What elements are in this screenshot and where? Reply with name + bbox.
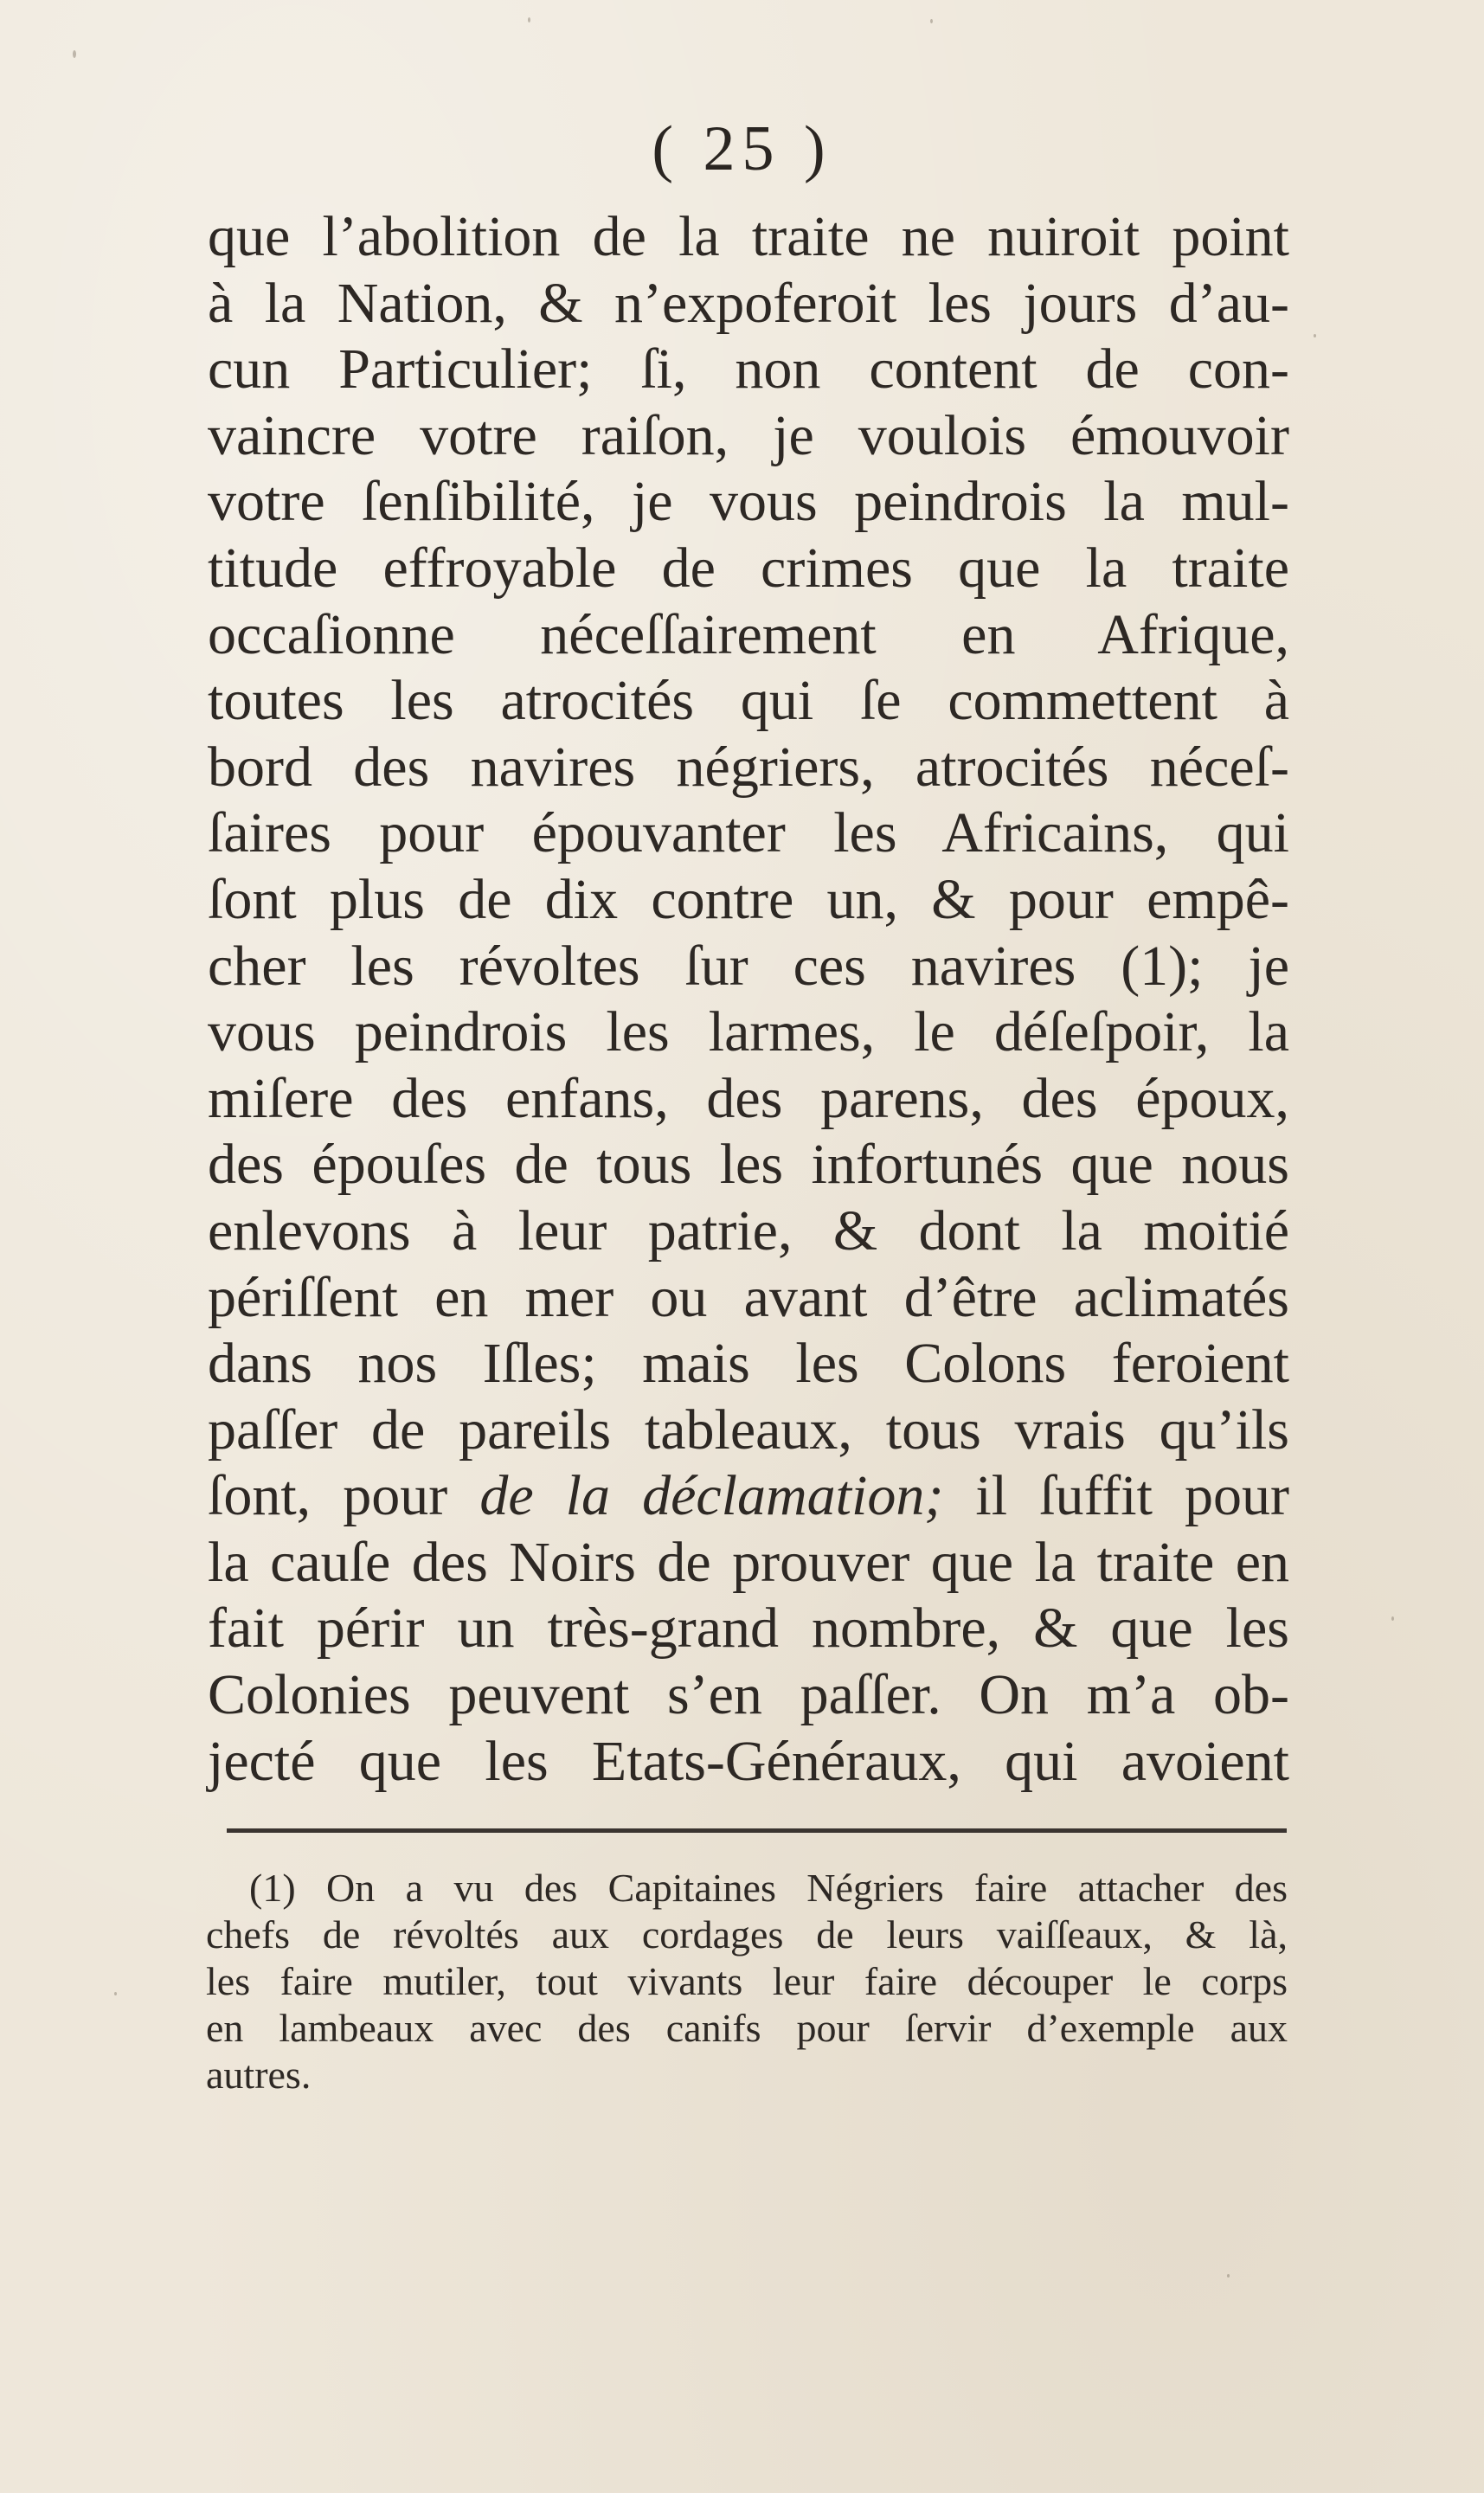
- paper-speck: [528, 17, 530, 22]
- text-line: des épouſes de tous les infortunés que nous: [208, 1133, 1289, 1197]
- italic-phrase: de la déclamation;: [479, 1464, 944, 1528]
- text-line: à la Nation, & n’expoferoit les jours d’au-: [208, 271, 1289, 335]
- paper-speck: [1227, 2274, 1230, 2278]
- text-line: fait périr un très-grand nombre, & que les: [208, 1597, 1289, 1661]
- main-text: [208, 204, 1289, 1795]
- text-line: la cauſe des Noirs de prouver que la traite en: [208, 1530, 1289, 1594]
- text-line: cher les révoltes ſur ces navires (1); je: [208, 934, 1289, 998]
- footnote-line: chefs de révoltés aux cordages de leurs vaiſſeaux, & là,: [206, 1912, 1288, 1956]
- paper-speck: [114, 1992, 117, 1995]
- text-line: miſere des enfans, des parens, des époux,: [208, 1066, 1289, 1130]
- text-line: dans nos Iſles; mais les Colons feroient: [208, 1332, 1289, 1396]
- text-line-with-italic: [208, 1463, 1289, 1530]
- text-line: cun Particulier; ſi, non content de con-: [208, 337, 1289, 402]
- text-line: enlevons à leur patrie, & dont la moitié: [208, 1198, 1289, 1263]
- text-line: jecté que les Etats-Généraux, qui avoient: [208, 1729, 1289, 1793]
- text-line: votre ſenſibilité, je vous peindrois la mul-: [208, 470, 1289, 534]
- footnote-line: autres.: [206, 2053, 312, 2097]
- paper-speck: [1391, 1616, 1394, 1621]
- text-line: bord des navires négriers, atrocités néceſ-: [208, 735, 1289, 799]
- text-line: périſſent en mer ou avant d’être aclimatés: [208, 1265, 1289, 1329]
- footnote-divider: [227, 1828, 1287, 1833]
- paper-speck: [73, 50, 76, 58]
- footnote-line: (1) On a vu des Capitaines Négriers faire attacher des: [249, 1866, 1288, 1910]
- text-line: vous peindrois les larmes, le déſeſpoir, la: [208, 1000, 1289, 1064]
- text-line: paſſer de pareils tableaux, tous vrais qu’ils: [208, 1397, 1289, 1462]
- page-number: ( 25 ): [652, 113, 832, 184]
- footnote-line: les faire mutiler, tout vivants leur faire découper le corps: [206, 1959, 1288, 2003]
- text-line: vaincre votre raiſon, je voulois émouvoir: [208, 403, 1289, 467]
- text-line: Colonies peuvent s’en paſſer. On m’a ob-: [208, 1663, 1289, 1727]
- footnote-line: en lambeaux avec des canifs pour ſervir d’exemple aux: [206, 2006, 1288, 2050]
- text-line: titude effroyable de crimes que la traite: [208, 536, 1289, 600]
- text-line: que l’abolition de la traite ne nuiroit point: [208, 205, 1289, 268]
- text-segment: ſont, pour: [208, 1464, 480, 1528]
- paper-speck: [1314, 334, 1316, 337]
- text-line: ſont plus de dix contre un, & pour empê-: [208, 867, 1289, 931]
- footnote: [206, 1865, 1288, 2098]
- paper-speck: [930, 19, 933, 23]
- text-line: occaſionne néceſſairement en Afrique,: [208, 602, 1289, 666]
- text-line: ſaires pour épouvanter les Africains, qui: [208, 801, 1289, 865]
- text-line: toutes les atrocités qui ſe commettent à: [208, 669, 1289, 733]
- text-segment: il ſuffit pour: [943, 1464, 1289, 1528]
